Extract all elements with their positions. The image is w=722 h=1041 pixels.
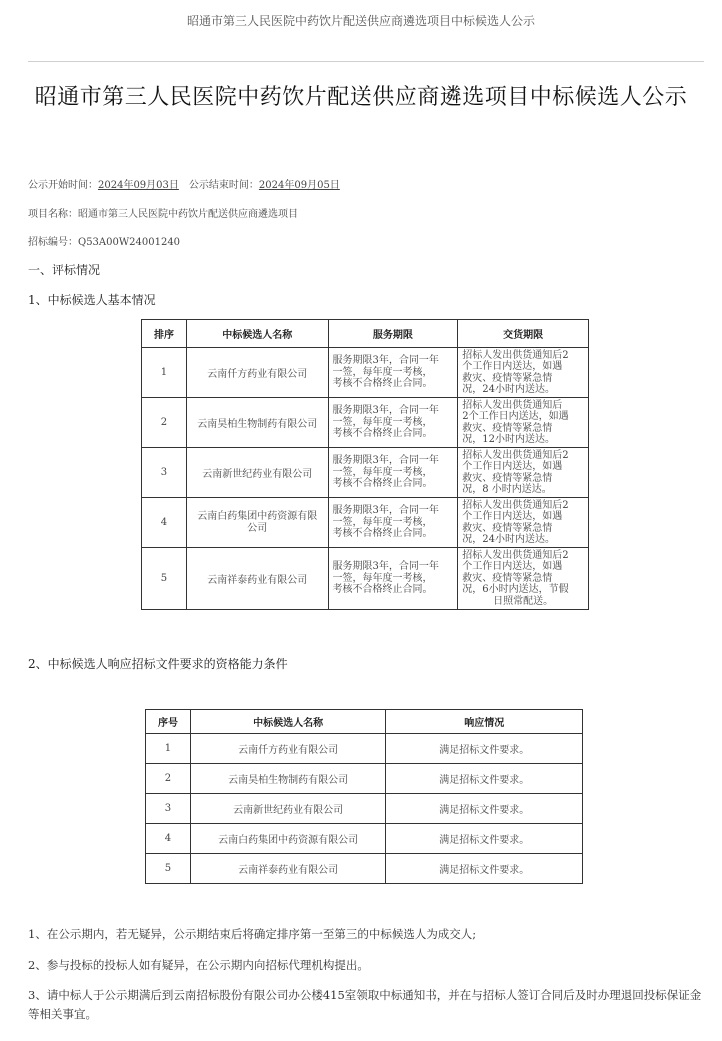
candidate-name: 云南祥泰药业有限公司 <box>186 548 328 610</box>
service-line: 一签，每年度一考核， <box>332 416 433 428</box>
delivery-term <box>458 398 589 448</box>
table-row <box>142 348 589 398</box>
row-number: 3 <box>146 794 191 824</box>
response-cell: 满足招标文件要求。 <box>386 764 583 794</box>
start-label: 公示开始时间： <box>28 180 98 191</box>
service-line: 考核不合格终止合同。 <box>332 378 433 390</box>
row-number: 1 <box>146 734 191 764</box>
end-label: 公示结束时间： <box>188 180 259 191</box>
rank-cell: 2 <box>142 398 187 448</box>
delivery-line: 个工作日内送达，如遇 <box>462 461 563 472</box>
service-line: 一签，每年度一考核， <box>332 572 433 584</box>
note-3: 3、请中标人于公示期满后到云南招标股份有限公司办公楼415室领取中标通知书，并在与招标人签订合同后及时办理退回投标保证金等相关事宜。 <box>28 988 702 1021</box>
service-line: 服务期限3年，合同一年 <box>332 561 439 573</box>
delivery-line: 招标人发出供货通知后2 <box>462 499 569 511</box>
header-name: 中标候选人名称 <box>190 710 386 734</box>
row-number: 5 <box>146 854 191 884</box>
page-title: 昭通市第三人民医院中药饮片配送供应商遴选项目中标候选人公示 <box>34 85 688 110</box>
delivery-line: 救灾、疫情等紧急情 <box>462 572 553 584</box>
project-name: 项目名称：昭通市第三人民医院中药饮片配送供应商遴选项目 <box>28 209 298 220</box>
note-1: 1、在公示期内，若无疑异，公示期结束后将确定排序第一至第三的中标候选人为成交人; <box>28 927 477 941</box>
row-number: 2 <box>146 764 191 794</box>
candidate-name: 云南仟方药业有限公司 <box>190 734 386 764</box>
rank-cell: 4 <box>142 498 187 548</box>
delivery-line: 个工作日内送达，如遇 <box>462 561 563 573</box>
service-line: 服务期限3年，合同一年 <box>332 405 439 417</box>
delivery-line: 况，24小时内送达。 <box>462 384 555 395</box>
response-cell: 满足招标文件要求。 <box>386 734 583 764</box>
service-line: 服务期限3年，合同一年 <box>332 505 439 517</box>
candidate-name <box>186 498 328 548</box>
candidate-name: 云南祥泰药业有限公司 <box>190 854 386 884</box>
table-row <box>146 764 583 794</box>
delivery-line: 救灾、疫情等紧急情 <box>462 522 553 534</box>
candidate-name: 云南新世纪药业有限公司 <box>186 448 328 498</box>
table-header-row <box>142 320 589 348</box>
candidate-name: 云南白药集团中药资源有限公司 <box>190 824 386 854</box>
section-evaluation: 一、评标情况 <box>28 263 101 277</box>
service-line: 服务期限3年，合同一年 <box>332 355 439 367</box>
row-number: 4 <box>146 824 191 854</box>
candidate-name: 云南昊柏生物制药有限公司 <box>190 764 386 794</box>
candidate-name-line: 云南白药集团中药资源有限 <box>197 510 318 522</box>
delivery-line: 救灾、疫情等紧急情 <box>462 372 553 384</box>
rank-cell: 1 <box>142 348 187 398</box>
delivery-line: 个工作日内送达，如遇 <box>462 511 563 522</box>
table-row <box>142 498 589 548</box>
header-response: 响应情况 <box>386 710 583 734</box>
response-cell: 满足招标文件要求。 <box>386 794 583 824</box>
delivery-line: 救灾、疫情等紧急情 <box>462 472 553 484</box>
delivery-line: 招标人发出供货通知后2 <box>462 549 569 561</box>
delivery-line: 招标人发出供货通知后2 <box>462 449 569 461</box>
delivery-line: 招标人发出供货通知后2 <box>462 349 569 361</box>
tender-number: 招标编号：Q53A00W24001240 <box>28 237 181 248</box>
delivery-line: 日照常配送。 <box>493 595 554 607</box>
delivery-line: 况，24小时内送达。 <box>462 534 555 545</box>
qualification-table <box>145 709 583 884</box>
delivery-line: 招标人发出供货通知后 <box>462 399 563 411</box>
table-row <box>142 548 589 610</box>
header-title: 昭通市第三人民医院中药饮片配送供应商遴选项目中标候选人公示 <box>186 14 535 28</box>
service-line: 考核不合格终止合同。 <box>332 584 433 596</box>
table-header-row <box>146 710 583 734</box>
candidate-name: 云南新世纪药业有限公司 <box>190 794 386 824</box>
header-rank: 排序 <box>142 320 187 348</box>
service-term <box>328 398 458 448</box>
rank-cell: 3 <box>142 448 187 498</box>
candidate-basic-table <box>141 319 589 610</box>
delivery-line: 2个工作日内送达，如遇 <box>462 411 569 422</box>
delivery-term <box>458 498 589 548</box>
service-line: 考核不合格终止合同。 <box>332 478 433 490</box>
section-qualification: 2、中标候选人响应招标文件要求的资格能力条件 <box>28 657 288 671</box>
delivery-line: 况，8 小时内送达。 <box>462 484 552 495</box>
start-date: 2024年09月03日 <box>98 180 179 191</box>
table-row <box>146 824 583 854</box>
candidate-name-line: 公司 <box>247 522 268 534</box>
header-no: 序号 <box>146 710 191 734</box>
delivery-line: 救灾、疫情等紧急情 <box>462 422 553 434</box>
service-line: 一签，每年度一考核， <box>332 516 433 528</box>
service-term <box>328 448 458 498</box>
response-cell: 满足招标文件要求。 <box>386 824 583 854</box>
table-row <box>142 398 589 448</box>
header-delivery: 交货期限 <box>458 320 589 348</box>
table-row <box>146 854 583 884</box>
delivery-term <box>458 348 589 398</box>
service-term <box>328 548 458 610</box>
delivery-term <box>458 448 589 498</box>
rank-cell: 5 <box>142 548 187 610</box>
header-divider <box>28 61 704 62</box>
note-2: 2、参与投标的投标人如有疑异，在公示期内向招标代理机构提出。 <box>28 958 369 972</box>
header-service: 服务期限 <box>328 320 458 348</box>
service-line: 一签，每年度一考核， <box>332 366 433 378</box>
end-date: 2024年09月05日 <box>258 180 340 191</box>
candidate-name: 云南昊柏生物制药有限公司 <box>186 398 328 448</box>
candidate-name: 云南仟方药业有限公司 <box>186 348 328 398</box>
table-row <box>146 794 583 824</box>
table-row <box>142 448 589 498</box>
service-line: 服务期限3年，合同一年 <box>332 455 439 467</box>
header-name: 中标候选人名称 <box>186 320 328 348</box>
service-term <box>328 498 458 548</box>
announcement-period <box>28 176 340 191</box>
service-line: 考核不合格终止合同。 <box>332 528 433 540</box>
response-cell: 满足招标文件要求。 <box>386 854 583 884</box>
service-line: 一签，每年度一考核， <box>332 466 433 478</box>
section-basic-info: 1、中标候选人基本情况 <box>28 293 156 307</box>
table-row <box>146 734 583 764</box>
delivery-line: 个工作日内送达，如遇 <box>462 361 563 372</box>
service-line: 考核不合格终止合同。 <box>332 428 433 440</box>
delivery-line: 况，12小时内送达。 <box>462 434 555 445</box>
service-term <box>328 348 458 398</box>
delivery-line: 况，6小时内送达，节假 <box>462 584 569 596</box>
delivery-term <box>458 548 589 610</box>
